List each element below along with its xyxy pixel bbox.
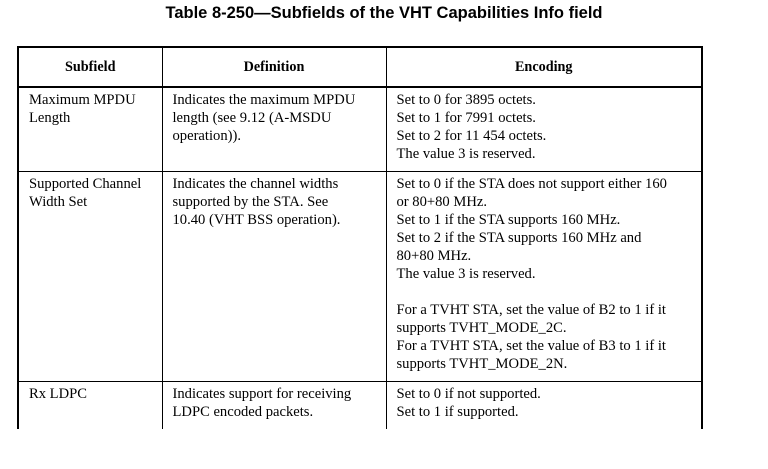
column-header-subfield: Subfield bbox=[18, 47, 162, 87]
cell-line: supports TVHT_MODE_2C. bbox=[396, 320, 567, 336]
header-row bbox=[18, 47, 702, 87]
cell-line: LDPC encoded packets. bbox=[172, 404, 314, 420]
cell-line: Set to 0 for 3895 octets. bbox=[396, 92, 536, 108]
table-row bbox=[18, 382, 702, 430]
cell-line: Maximum MPDU bbox=[29, 92, 136, 108]
subfield-cell bbox=[18, 172, 162, 382]
table-row bbox=[18, 87, 702, 172]
cell-line: Set to 2 if the STA supports 160 MHz and bbox=[396, 230, 642, 246]
cell-line: supports TVHT_MODE_2N. bbox=[396, 356, 568, 372]
definition-cell bbox=[162, 382, 386, 430]
cell-line: Width Set bbox=[29, 194, 88, 210]
cell-line: For a TVHT STA, set the value of B2 to 1 if it bbox=[396, 302, 666, 318]
cell-line: Supported Channel bbox=[29, 176, 142, 192]
cell-line: or 80+80 MHz. bbox=[396, 194, 488, 210]
column-header-definition: Definition bbox=[162, 47, 386, 87]
table-row bbox=[18, 172, 702, 382]
cell-line: Length bbox=[29, 110, 71, 126]
cell-line: Set to 1 if the STA supports 160 MHz. bbox=[396, 212, 621, 228]
subfield-cell bbox=[18, 87, 162, 172]
cell-line: The value 3 is reserved. bbox=[396, 266, 536, 282]
vht-capabilities-table bbox=[17, 46, 703, 429]
cell-line: Rx LDPC bbox=[29, 386, 87, 402]
subfield-cell bbox=[18, 382, 162, 430]
cell-line: Indicates support for receiving bbox=[172, 386, 352, 402]
definition-cell bbox=[162, 172, 386, 382]
cell-line: operation)). bbox=[172, 128, 241, 144]
table-title: Table 8-250—Subfields of the VHT Capabilities Info field bbox=[165, 4, 603, 22]
cell-line: Set to 0 if not supported. bbox=[396, 386, 541, 402]
cell-line: length (see 9.12 (A-MSDU bbox=[172, 110, 332, 126]
cell-line: 80+80 MHz. bbox=[396, 248, 472, 264]
encoding-cell bbox=[386, 382, 702, 430]
column-header-encoding: Encoding bbox=[386, 47, 702, 87]
cell-line: 10.40 (VHT BSS operation). bbox=[172, 212, 341, 228]
cell-line: supported by the STA. See bbox=[172, 194, 329, 210]
cell-line: Set to 2 for 11 454 octets. bbox=[396, 128, 547, 144]
cell-line: Set to 1 for 7991 octets. bbox=[396, 110, 536, 126]
cell-line: For a TVHT STA, set the value of B3 to 1 if it bbox=[396, 338, 666, 354]
cell-line: Indicates the channel widths bbox=[172, 176, 339, 192]
cell-line: Indicates the maximum MPDU bbox=[172, 92, 356, 108]
paragraph-gap bbox=[397, 283, 694, 301]
encoding-cell bbox=[386, 172, 702, 382]
encoding-cell bbox=[386, 87, 702, 172]
cell-line: The value 3 is reserved. bbox=[396, 146, 536, 162]
definition-cell bbox=[162, 87, 386, 172]
cell-line: Set to 0 if the STA does not support either 160 bbox=[396, 176, 667, 192]
cell-line: Set to 1 if supported. bbox=[396, 404, 519, 420]
